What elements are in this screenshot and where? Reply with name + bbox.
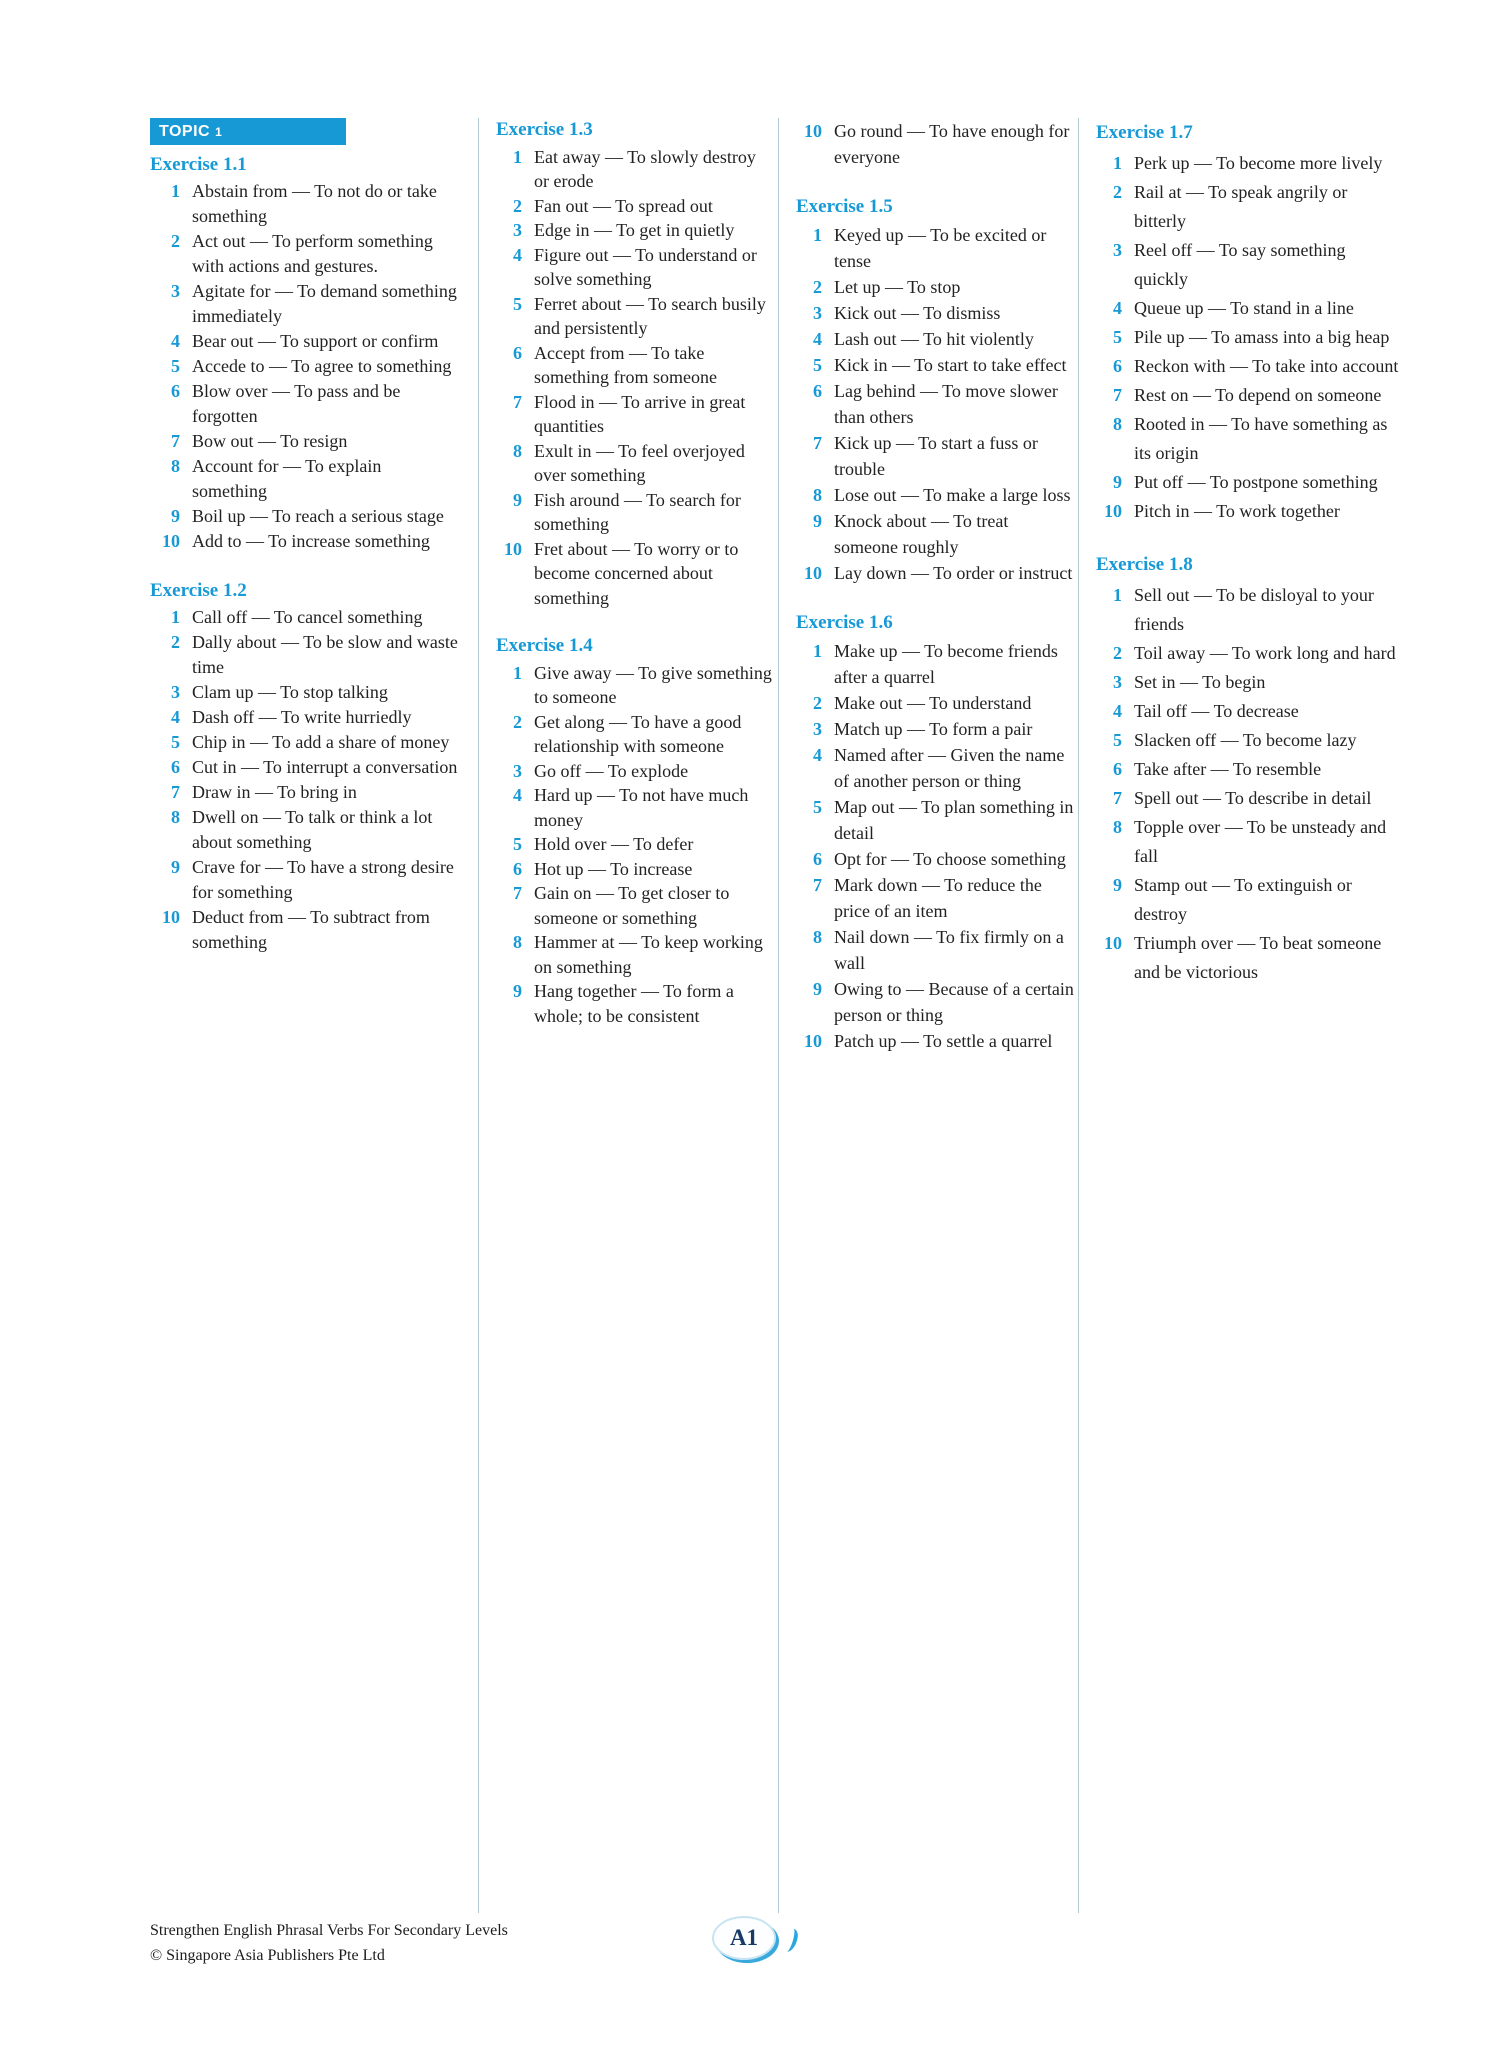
pen-swoosh-decoration [780,1927,799,1954]
definition-item [150,705,460,730]
item-number: 1 [813,641,822,661]
item-text: Eat away — To slowly destroy or erode [534,146,756,191]
definition-item [496,218,774,243]
item-number: 3 [1113,240,1122,260]
item-text: Rooted in — To have something as its origin [1134,414,1388,463]
item-text: Kick up — To start a fuss or trouble [834,433,1038,479]
item-number: 2 [171,632,180,652]
item-text: Owing to — Because of a certain person or thing [834,979,1074,1025]
item-number: 2 [1113,643,1122,663]
definition-item [496,930,774,979]
definition-item [150,429,460,454]
item-text: Perk up — To become more lively [1134,153,1383,173]
column-3 [778,118,1078,1913]
item-number: 8 [1113,414,1122,434]
definition-item [150,379,460,429]
page-number-badge [712,1916,776,1960]
item-text: Make up — To become friends after a quarrel [834,641,1058,687]
item-text: Fish around — To search for something [534,489,741,534]
definition-item [796,690,1074,716]
item-text: Accede to — To agree to something [192,356,452,376]
footer-series-title: Strengthen English Phrasal Verbs For Secondary Levels [150,1922,508,1939]
definition-list [1096,581,1402,987]
item-number: 5 [171,732,180,752]
exercise-block [496,634,774,1028]
exercise-title: Exercise 1.1 [150,154,247,175]
item-text: Match up — To form a pair [834,719,1033,739]
item-number: 5 [1113,327,1122,347]
definition-item [796,300,1074,326]
item-text: Boil up — To reach a serious stage [192,506,444,526]
item-text: Named after — Given the name of another person or thing [834,745,1065,791]
item-number: 6 [813,381,822,401]
item-text: Go round — To have enough for everyone [834,121,1070,167]
item-text: Agitate for — To demand something immediately [192,281,457,326]
definition-list [1096,149,1402,526]
item-text: Reckon with — To take into account [1134,356,1399,376]
item-number: 10 [804,121,822,141]
item-number: 8 [1113,817,1122,837]
exercise-block [496,118,774,610]
definition-item [796,560,1074,586]
item-number: 6 [1113,759,1122,779]
item-number: 7 [513,883,522,903]
item-number: 1 [813,225,822,245]
definition-item [1096,497,1402,526]
item-text: Abstain from — To not do or take something [192,181,437,226]
item-number: 3 [813,303,822,323]
definition-item [1096,726,1402,755]
item-number: 4 [513,785,522,805]
definition-item [796,482,1074,508]
exercise-title: Exercise 1.8 [1096,554,1193,575]
item-number: 6 [171,381,180,401]
definition-item [1096,468,1402,497]
item-number: 10 [804,563,822,583]
item-text: Draw in — To bring in [192,782,357,802]
item-text: Hard up — To not have much money [534,785,749,830]
item-number: 10 [162,907,180,927]
item-number: 9 [171,506,180,526]
item-number: 2 [513,195,522,216]
definition-item [150,529,460,554]
item-text: Triumph over — To beat someone and be victorious [1134,933,1382,982]
definition-item [150,755,460,780]
item-number: 8 [513,440,522,461]
definition-item [796,976,1074,1028]
item-text: Fret about — To worry or to become concerned about something [534,538,739,608]
definition-item [1096,581,1402,639]
item-number: 9 [813,511,822,531]
item-number: 3 [513,220,522,240]
item-text: Kick in — To start to take effect [834,355,1067,375]
item-number: 10 [1104,933,1122,953]
item-number: 4 [171,331,180,351]
definition-item [496,537,774,611]
item-text: Bow out — To resign [192,431,348,451]
definition-item [1096,352,1402,381]
item-text: Lose out — To make a large loss [834,485,1071,505]
item-number: 8 [513,932,522,952]
item-number: 1 [1113,585,1122,605]
item-text: Clam up — To stop talking [192,682,388,702]
item-number: 10 [162,531,180,551]
item-text: Pitch in — To work together [1134,501,1340,521]
item-text: Hang together — To form a whole; to be consistent [534,981,734,1026]
item-number: 1 [171,607,180,627]
item-number: 7 [171,782,180,802]
item-text: Nail down — To fix firmly on a wall [834,927,1064,973]
definition-item [150,630,460,680]
definition-item [796,638,1074,690]
exercise-block [796,610,1074,1054]
item-number: 1 [171,181,180,201]
item-number: 10 [504,538,522,559]
definition-item [796,378,1074,430]
definition-item [1096,639,1402,668]
item-number: 2 [1113,182,1122,202]
item-text: Set in — To begin [1134,672,1266,692]
exercise-block [1096,550,1402,987]
definition-list [496,661,774,1029]
definition-item [496,341,774,390]
item-number: 6 [513,858,522,879]
item-text: Account for — To explain something [192,456,382,501]
definition-item [1096,323,1402,352]
page-number: A1 [729,1925,759,1950]
exercise-block [1096,118,1402,526]
item-text: Rail at — To speak angrily or bitterly [1134,182,1348,231]
definition-item [150,905,460,955]
exercise-block [150,578,460,955]
column-1 [150,118,478,1913]
item-number: 5 [513,834,522,854]
item-text: Ferret about — To search busily and persistently [534,293,766,338]
definition-item [1096,813,1402,871]
definition-item [796,222,1074,274]
item-text: Blow over — To pass and be forgotten [192,381,401,426]
definition-item [496,194,774,219]
exercise-continuation-block [796,118,1074,170]
item-text: Opt for — To choose something [834,849,1066,869]
exercise-title: Exercise 1.7 [1096,122,1193,143]
definition-item [150,279,460,329]
item-number: 3 [1113,672,1122,692]
item-text: Dwell on — To talk or think a lot about something [192,807,433,852]
definition-item [1096,149,1402,178]
definition-list [796,638,1074,1054]
item-number: 9 [513,489,522,510]
item-number: 7 [813,433,822,453]
item-number: 2 [813,277,822,297]
definition-item [496,488,774,537]
item-number: 8 [813,485,822,505]
definition-item [1096,178,1402,236]
item-number: 9 [813,979,822,999]
item-text: Hot up — To increase [534,858,693,879]
definition-item [796,924,1074,976]
item-number: 4 [171,707,180,727]
item-text: Edge in — To get in quietly [534,220,735,240]
item-text: Chip in — To add a share of money [192,732,450,752]
item-text: Dally about — To be slow and waste time [192,632,458,677]
item-text: Patch up — To settle a quarrel [834,1031,1053,1051]
definition-list [496,145,774,611]
exercise-title: Exercise 1.3 [496,119,593,140]
item-text: Make out — To understand [834,693,1032,713]
definition-item [796,274,1074,300]
definition-item [496,857,774,882]
item-text: Spell out — To describe in detail [1134,788,1372,808]
definition-item [496,759,774,784]
item-number: 2 [171,231,180,251]
item-text: Call off — To cancel something [192,607,423,627]
topic-number: 1 [215,124,223,139]
item-text: Tail off — To decrease [1134,701,1299,721]
item-text: Cut in — To interrupt a conversation [192,757,458,777]
item-number: 3 [171,281,180,301]
definition-item [796,326,1074,352]
item-text: Lash out — To hit violently [834,329,1034,349]
definition-list [796,222,1074,586]
item-text: Dash off — To write hurriedly [192,707,412,727]
item-number: 8 [171,456,180,476]
item-number: 5 [813,355,822,375]
item-text: Take after — To resemble [1134,759,1322,779]
item-number: 8 [813,927,822,947]
definition-item [496,783,774,832]
item-number: 6 [1113,356,1122,376]
definition-item [796,508,1074,560]
exercise-block [796,194,1074,586]
item-number: 9 [513,981,522,1001]
definition-item [150,680,460,705]
definition-item [1096,697,1402,726]
item-text: Crave for — To have a strong desire for something [192,857,454,902]
item-number: 2 [513,711,522,732]
item-text: Give away — To give something to someone [534,662,772,707]
definition-item [796,352,1074,378]
definition-item [150,354,460,379]
item-number: 9 [1113,472,1122,492]
topic-label: TOPIC [159,122,211,140]
definition-list [796,118,1074,170]
definition-item [150,229,460,279]
item-text: Let up — To stop [834,277,961,297]
definition-item [150,805,460,855]
definition-item [796,872,1074,924]
item-text: Hammer at — To keep working on something [534,932,763,977]
definition-item [1096,236,1402,294]
definition-item [1096,668,1402,697]
item-number: 8 [171,807,180,827]
item-number: 5 [1113,730,1122,750]
item-number: 7 [1113,385,1122,405]
definition-item [150,454,460,504]
item-text: Lag behind — To move slower than others [834,381,1058,427]
item-number: 4 [813,745,822,765]
definition-item [796,846,1074,872]
item-number: 10 [804,1031,822,1051]
definition-item [496,661,774,710]
item-text: Exult in — To feel overjoyed over something [534,440,745,485]
definition-item [796,430,1074,482]
definition-item [1096,381,1402,410]
item-text: Rest on — To depend on someone [1134,385,1382,405]
item-text: Slacken off — To become lazy [1134,730,1357,750]
item-number: 6 [171,757,180,777]
definition-item [496,710,774,759]
definition-list [150,179,460,554]
item-number: 3 [171,682,180,702]
item-number: 7 [171,431,180,451]
definition-item [796,742,1074,794]
definition-item [796,1028,1074,1054]
item-text: Gain on — To get closer to someone or something [534,883,730,928]
item-number: 9 [1113,875,1122,895]
item-number: 10 [1104,501,1122,521]
definition-item [496,832,774,857]
definition-item [150,179,460,229]
definition-item [1096,871,1402,929]
item-text: Put off — To postpone something [1134,472,1378,492]
topic-banner [150,118,346,145]
definition-item [1096,755,1402,784]
item-text: Flood in — To arrive in great quantities [534,391,746,436]
exercise-title: Exercise 1.6 [796,612,893,633]
definition-item [150,504,460,529]
definition-item [496,292,774,341]
item-text: Figure out — To understand or solve something [534,244,757,289]
item-text: Reel off — To say something quickly [1134,240,1346,289]
item-text: Pile up — To amass into a big heap [1134,327,1390,347]
item-text: Mark down — To reduce the price of an item [834,875,1042,921]
item-text: Go off — To explode [534,760,689,781]
item-text: Fan out — To spread out [534,195,713,216]
item-number: 4 [813,329,822,349]
exercise-block [150,152,460,554]
definition-item [1096,294,1402,323]
item-text: Knock about — To treat someone roughly [834,511,1009,557]
item-number: 5 [171,356,180,376]
definition-item [796,716,1074,742]
item-number: 7 [813,875,822,895]
footer-copyright: © Singapore Asia Publishers Pte Ltd [150,1947,385,1964]
item-text: Get along — To have a good relationship with someone [534,711,742,756]
item-number: 5 [513,293,522,314]
item-text: Topple over — To be unsteady and fall [1134,817,1387,866]
item-text: Map out — To plan something in detail [834,797,1074,843]
item-number: 5 [813,797,822,817]
definition-item [496,243,774,292]
definition-item [796,118,1074,170]
item-text: Act out — To perform something with actions and gestures. [192,231,433,276]
item-number: 4 [1113,701,1122,721]
definition-item [496,390,774,439]
item-number: 6 [513,342,522,363]
item-number: 7 [513,391,522,412]
item-text: Keyed up — To be excited or tense [834,225,1047,271]
definition-list [150,605,460,955]
definition-item [496,979,774,1028]
item-text: Bear out — To support or confirm [192,331,439,351]
item-number: 1 [513,662,522,683]
item-text: Stamp out — To extinguish or destroy [1134,875,1352,924]
column-2 [478,118,778,1913]
column-4 [1078,118,1402,1913]
definition-item [496,881,774,930]
item-number: 2 [813,693,822,713]
item-text: Add to — To increase something [192,531,430,551]
item-text: Deduct from — To subtract from something [192,907,430,952]
definition-item [150,855,460,905]
definition-item [496,145,774,194]
item-number: 6 [813,849,822,869]
exercise-title: Exercise 1.2 [150,580,247,601]
definition-item [1096,784,1402,813]
item-number: 7 [1113,788,1122,808]
definition-item [496,439,774,488]
item-number: 4 [1113,298,1122,318]
item-number: 4 [513,244,522,265]
definition-item [1096,410,1402,468]
item-text: Sell out — To be disloyal to your friends [1134,585,1374,634]
item-number: 1 [1113,153,1122,173]
definition-item [796,794,1074,846]
definition-item [150,329,460,354]
exercise-title: Exercise 1.4 [496,635,593,656]
definition-item [1096,929,1402,987]
item-text: Hold over — To defer [534,834,694,854]
item-number: 3 [513,760,522,781]
item-number: 1 [513,146,522,167]
item-text: Lay down — To order or instruct [834,563,1073,583]
exercise-title: Exercise 1.5 [796,196,893,217]
item-number: 3 [813,719,822,739]
item-text: Queue up — To stand in a line [1134,298,1354,318]
answer-columns [150,118,1402,1913]
item-text: Toil away — To work long and hard [1134,643,1396,663]
definition-item [150,730,460,755]
definition-item [150,605,460,630]
definition-item [150,780,460,805]
item-text: Accept from — To take something from someone [534,342,717,387]
item-text: Kick out — To dismiss [834,303,1001,323]
item-number: 9 [171,857,180,877]
